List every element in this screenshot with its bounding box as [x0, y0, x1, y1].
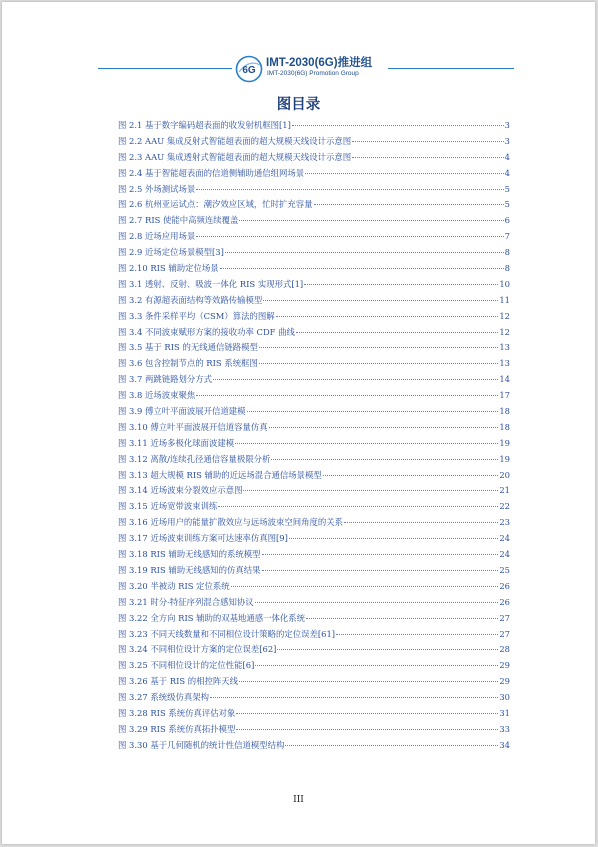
org-title: IMT-2030(6G)推进组 [266, 57, 373, 69]
toc-entry-label: 图 3.9 傅立叶平面波展开信道建模 [118, 406, 246, 417]
toc-entry-label: 图 3.5 基于 RIS 的无线通信链路模型 [118, 342, 258, 353]
toc-leader-dots [323, 475, 499, 476]
toc-entry-page: 8 [504, 263, 510, 274]
toc-leader-dots [235, 443, 498, 444]
toc-leader-dots [292, 125, 504, 126]
toc-entry[interactable] [118, 722, 510, 738]
toc-entry[interactable] [118, 356, 510, 372]
toc-leader-dots [336, 634, 498, 635]
toc-entry-page: 33 [499, 723, 510, 734]
toc-leader-dots [243, 490, 498, 491]
toc-leader-dots [255, 665, 498, 666]
toc-entry-page: 30 [499, 692, 510, 703]
toc-entry-page: 29 [499, 660, 510, 671]
toc-leader-dots [296, 332, 498, 333]
toc-leader-dots [277, 649, 498, 650]
toc-entry-label: 图 3.27 系统级仿真架构 [118, 692, 209, 703]
toc-leader-dots [271, 459, 498, 460]
toc-leader-dots [196, 395, 498, 396]
toc-entry[interactable] [118, 325, 510, 341]
header-rule-right [388, 68, 514, 69]
toc-entry-label: 图 3.26 基于 RIS 的相控阵天线 [118, 676, 239, 687]
toc-entry-label: 图 3.25 不同相位设计的定位性能[6] [118, 660, 255, 671]
toc-leader-dots [218, 506, 498, 507]
toc-leader-dots [289, 538, 498, 539]
toc-leader-dots [306, 618, 498, 619]
toc-entry-page: 6 [504, 215, 510, 226]
toc-entry[interactable] [118, 595, 510, 611]
imt2030-logo-icon [235, 55, 263, 83]
toc-entry[interactable] [118, 690, 510, 706]
toc-entry-page: 26 [499, 596, 510, 607]
toc-entry-page: 5 [504, 199, 510, 210]
toc-leader-dots [259, 347, 499, 348]
toc-entry-label: 图 3.13 超大规模 RIS 辅助的近远场混合通信场景模型 [118, 469, 322, 480]
toc-entry-page: 27 [499, 612, 510, 623]
toc-leader-dots [196, 236, 503, 237]
toc-entry[interactable] [118, 388, 510, 404]
toc-leader-dots [262, 570, 499, 571]
toc-entry[interactable] [118, 420, 510, 436]
toc-entry-label: 图 3.21 时分-特征序列混合感知协议 [118, 596, 254, 607]
toc-entry[interactable] [118, 340, 510, 356]
toc-entry-page: 3 [504, 135, 510, 146]
toc-entry[interactable] [118, 706, 510, 722]
toc-entry[interactable] [118, 627, 510, 643]
toc-entry-label: 图 3.20 半被动 RIS 定位系统 [118, 580, 230, 591]
logo-text: 6G [242, 65, 256, 76]
toc-leader-dots [262, 554, 499, 555]
toc-entry-label: 图 3.23 不同天线数量和不同相位设计策略的定位误差[61] [118, 628, 336, 639]
toc-entry-label: 图 3.24 不同相位设计方案的定位误差[62] [118, 644, 277, 655]
toc-entry-page: 18 [499, 406, 510, 417]
toc-entry-page: 19 [499, 453, 510, 464]
toc-entry[interactable] [118, 642, 510, 658]
toc-entry-label: 图 3.1 透射、反射、吸波一体化 RIS 实现形式[1] [118, 278, 304, 289]
toc-entry-label: 图 3.22 全方向 RIS 辅助的双基地通感一体化系统 [118, 612, 306, 623]
toc-leader-dots [344, 522, 498, 523]
toc-leader-dots [352, 141, 504, 142]
toc-leader-dots [304, 284, 498, 285]
toc-leader-dots [285, 745, 498, 746]
figure-list [118, 118, 510, 754]
toc-entry-page: 8 [504, 247, 510, 258]
toc-entry[interactable] [118, 452, 510, 468]
toc-entry-label: 图 3.18 RIS 辅助无线感知的系统模型 [118, 549, 261, 560]
toc-entry[interactable] [118, 277, 510, 293]
toc-entry[interactable] [118, 483, 510, 499]
toc-entry-page: 23 [499, 517, 510, 528]
toc-entry-label: 图 2.5 外场测试场景 [118, 183, 196, 194]
toc-entry[interactable] [118, 499, 510, 515]
toc-entry-label: 图 2.2 AAU 集成反射式智能超表面的超大规模天线设计示意图 [118, 135, 352, 146]
toc-leader-dots [213, 379, 498, 380]
toc-entry[interactable] [118, 436, 510, 452]
toc-entry-label: 图 2.7 RIS 使能中高频连续覆盖 [118, 215, 239, 226]
toc-entry-label: 图 2.1 基于数字编码超表面的收发射机框图[1] [118, 120, 291, 130]
toc-leader-dots [220, 268, 504, 269]
page-title: 图目录 [276, 97, 321, 113]
toc-leader-dots [239, 220, 503, 221]
toc-entry-label: 图 3.29 RIS 系统仿真拓扑模型 [118, 723, 236, 734]
toc-leader-dots [276, 316, 499, 317]
toc-entry[interactable] [118, 563, 510, 579]
toc-entry-label: 图 3.12 离散/连续孔径通信容量极限分析 [118, 453, 271, 464]
toc-entry-page: 12 [499, 310, 510, 321]
toc-entry-page: 25 [499, 564, 510, 575]
toc-entry-label: 图 3.19 RIS 辅助无线感知的仿真结果 [118, 564, 261, 575]
toc-entry-label: 图 2.8 近场应用场景 [118, 231, 196, 242]
toc-entry-page: 21 [499, 485, 510, 496]
toc-entry-page: 24 [499, 549, 510, 560]
toc-entry[interactable] [118, 579, 510, 595]
toc-entry[interactable] [118, 245, 510, 261]
toc-leader-dots [231, 586, 499, 587]
toc-entry[interactable] [118, 468, 510, 484]
toc-entry-page: 22 [499, 501, 510, 512]
toc-entry[interactable] [118, 611, 510, 627]
toc-entry-label: 图 3.10 傅立叶平面波展开信道容量仿真 [118, 421, 268, 432]
toc-entry-label: 图 2.6 杭州亚运试点：潮汐效应区域，忙时扩充容量 [118, 199, 313, 210]
toc-entry[interactable] [118, 547, 510, 563]
toc-leader-dots [305, 173, 504, 174]
toc-entry-page: 10 [499, 278, 510, 289]
toc-leader-dots [352, 157, 504, 158]
toc-entry-label: 图 3.30 基于几何随机的统计性信道模型结构 [118, 739, 285, 750]
toc-entry[interactable] [118, 531, 510, 547]
toc-leader-dots [210, 697, 498, 698]
toc-leader-dots [255, 602, 499, 603]
toc-entry-page: 7 [504, 231, 510, 242]
toc-entry-page: 13 [499, 342, 510, 353]
toc-entry[interactable] [118, 166, 510, 182]
toc-entry-label: 图 3.11 近场多极化球面波建模 [118, 437, 235, 448]
toc-leader-dots [196, 189, 503, 190]
toc-entry-label: 图 3.15 近场宽带波束训练 [118, 501, 218, 512]
toc-entry-page: 13 [499, 358, 510, 369]
page-number: III [293, 795, 304, 805]
toc-entry[interactable] [118, 134, 510, 150]
toc-entry-label: 图 3.14 近场波束分裂效应示意图 [118, 485, 243, 496]
toc-entry-label: 图 3.3 条件采样平均（CSM）算法的图解 [118, 310, 275, 321]
toc-entry-label: 图 3.2 有源超表面结构等效路传输模型 [118, 294, 263, 305]
toc-leader-dots [236, 713, 498, 714]
header-rule-left [98, 68, 232, 69]
toc-entry-page: 4 [504, 167, 510, 178]
toc-entry-page: 31 [499, 707, 510, 718]
toc-entry-page: 11 [499, 294, 510, 305]
toc-entry[interactable] [118, 118, 510, 134]
toc-leader-dots [314, 204, 504, 205]
toc-entry-label: 图 3.6 包含控制节点的 RIS 系统框图 [118, 358, 258, 369]
toc-entry-page: 20 [499, 469, 510, 480]
toc-entry-label: 图 3.28 RIS 系统仿真评估对象 [118, 707, 236, 718]
toc-entry-label: 图 2.10 RIS 辅助定位场景 [118, 263, 219, 274]
toc-entry-page: 17 [499, 390, 510, 401]
org-subtitle: IMT-2030(6G) Promotion Group [267, 70, 359, 77]
toc-entry-page: 28 [499, 644, 510, 655]
toc-entry-page: 5 [504, 183, 510, 194]
toc-entry-page: 4 [504, 151, 510, 162]
toc-entry[interactable] [118, 404, 510, 420]
toc-entry[interactable] [118, 309, 510, 325]
toc-leader-dots [259, 363, 499, 364]
toc-entry-page: 19 [499, 437, 510, 448]
toc-entry[interactable] [118, 150, 510, 166]
toc-entry-label: 图 3.4 不同波束赋形方案的接收功率 CDF 曲线 [118, 326, 295, 337]
toc-entry[interactable] [118, 261, 510, 277]
toc-leader-dots [263, 300, 498, 301]
toc-entry-page: 24 [499, 533, 510, 544]
toc-entry[interactable] [118, 293, 510, 309]
toc-entry-label: 图 3.7 两跳链路划分方式 [118, 374, 213, 385]
toc-entry-label: 图 2.9 近场定位场景模型[3] [118, 247, 224, 258]
toc-entry-page: 34 [499, 739, 510, 750]
toc-leader-dots [236, 729, 498, 730]
toc-entry[interactable] [118, 197, 510, 213]
toc-entry[interactable] [118, 515, 510, 531]
toc-entry-label: 图 3.17 近场波束训练方案可达速率仿真图[9] [118, 533, 288, 544]
toc-entry[interactable] [118, 738, 510, 754]
toc-entry-page: 29 [499, 676, 510, 687]
toc-entry-page: 12 [499, 326, 510, 337]
toc-entry-label: 图 3.8 近场波束聚焦 [118, 390, 196, 401]
toc-entry[interactable] [118, 674, 510, 690]
toc-entry-page: 3 [504, 120, 510, 130]
toc-entry-page: 26 [499, 580, 510, 591]
document-page [2, 2, 595, 844]
toc-entry[interactable] [118, 213, 510, 229]
toc-entry-page: 18 [499, 421, 510, 432]
toc-leader-dots [247, 411, 499, 412]
toc-leader-dots [225, 252, 504, 253]
toc-entry-label: 图 2.4 基于智能超表面的信道侧辅助通信组网场景 [118, 167, 305, 178]
toc-entry-page: 14 [499, 374, 510, 385]
toc-entry[interactable] [118, 182, 510, 198]
toc-entry-page: 27 [499, 628, 510, 639]
toc-leader-dots [239, 681, 498, 682]
toc-entry[interactable] [118, 372, 510, 388]
toc-entry[interactable] [118, 229, 510, 245]
toc-entry-label: 图 3.16 近场用户的能量扩散效应与远场波束空间角度的关系 [118, 517, 343, 528]
toc-entry[interactable] [118, 658, 510, 674]
toc-leader-dots [269, 427, 499, 428]
toc-entry-label: 图 2.3 AAU 集成透射式智能超表面的超大规模天线设计示意图 [118, 151, 352, 162]
